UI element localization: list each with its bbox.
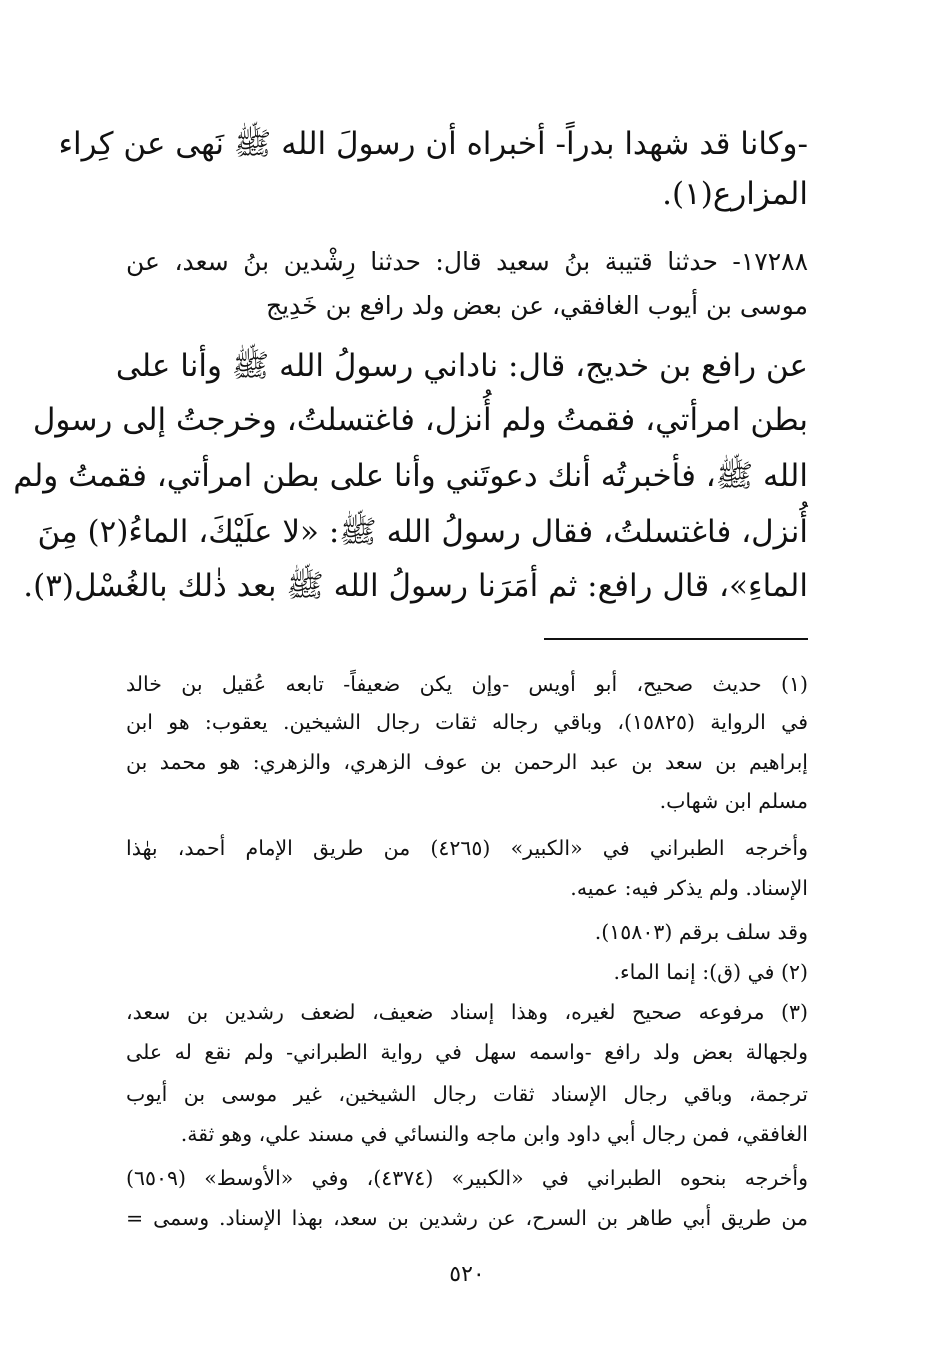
footnote-line: مسلم ابن شهاب. xyxy=(659,789,808,813)
footnote-line: وقد سلف برقم (١٥٨٠٣). xyxy=(594,920,808,944)
hadith-chain-line: موسى بن أيوب الغافقي، عن بعض ولد رافع بن خَدِيج xyxy=(265,291,808,320)
footnote-line: ترجمة، وباقي رجال الإسناد ثقات رجال الشيخين، غير موسى بن أيوب xyxy=(126,1082,808,1106)
footnote-line: وأخرجه بنحوه الطبراني في «الكبير» (٤٣٧٤)، وفي «الأوسط» (٦٥٠٩) xyxy=(126,1166,808,1190)
footnote-line: (٣) مرفوعه صحيح لغيره، وهذا إسناد ضعيف، لضعف رشدين بن سعد، xyxy=(126,1000,808,1024)
footnote-line: إبراهيم بن سعد بن عبد الرحمن بن عوف الزهري، والزهري: هو محمد بن xyxy=(126,750,808,774)
footnote-line: الغافقي، فمن رجال أبي داود وابن ماجه والنسائي في مسند علي، وهو ثقة. xyxy=(180,1122,808,1146)
footnote-line: من طريق أبي طاهر بن السرح، عن رشدين بن سعد، بهذا الإسناد. وسمى = xyxy=(126,1206,808,1230)
hadith-body-line: بطن امرأتي، فقمتُ ولم أُنزل، فاغتسلتُ، وخرجتُ إلى رسول xyxy=(32,402,808,438)
hadith-body-line: أُنزل، فاغتسلتُ، فقال رسولُ الله ﷺ: «لا علَيْكَ، الماءُ(٢) مِنَ xyxy=(37,514,808,550)
hadith-chain-line: ١٧٢٨٨- حدثنا قتيبة بنُ سعيد قال: حدثنا رِشْدين بنُ سعد، عن xyxy=(126,247,808,276)
footnote-line: (١) حديث صحيح، أبو أويس -وإن يكن ضعيفاً- تابعه عُقيل بن خالد xyxy=(126,672,808,696)
footnote-line: وأخرجه الطبراني في «الكبير» (٤٢٦٥) من طريق الإمام أحمد، بهٰذا xyxy=(126,836,808,860)
hadith-body-line: عن رافع بن خديج، قال: ناداني رسولُ الله ﷺ وأنا على xyxy=(115,348,808,384)
footnote-line: الإسناد. ولم يذكر فيه: عميه. xyxy=(570,876,808,900)
hadith-body-line: الماءِ»، قال رافع: ثم أمَرَنا رسولُ الله ﷺ بعد ذٰلك بالغُسْل(٣). xyxy=(23,568,808,604)
footnote-separator xyxy=(544,638,808,640)
main-text-line: -وكانا قد شهدا بدراً- أخبراه أن رسولَ الله ﷺ نَهى عن كِراء xyxy=(58,126,808,162)
footnote-line: في الرواية (١٥٨٢٥)، وباقي رجاله ثقات رجال الشيخين. يعقوب: هو ابن xyxy=(126,710,809,734)
footnote-line: (٢) في (ق): إنما الماء. xyxy=(613,960,808,984)
main-text-line: المزارع(١). xyxy=(662,176,808,212)
hadith-body-line: الله ﷺ، فأخبرتُه أنك دعوتَني وأنا على بطن امرأتي، فقمتُ ولم xyxy=(13,458,808,494)
page-number: ٥٢٠ xyxy=(449,1262,485,1287)
footnote-line: ولجهالة بعض ولد رافع -واسمه سهل في رواية الطبراني- ولم نقع له على xyxy=(126,1040,808,1064)
